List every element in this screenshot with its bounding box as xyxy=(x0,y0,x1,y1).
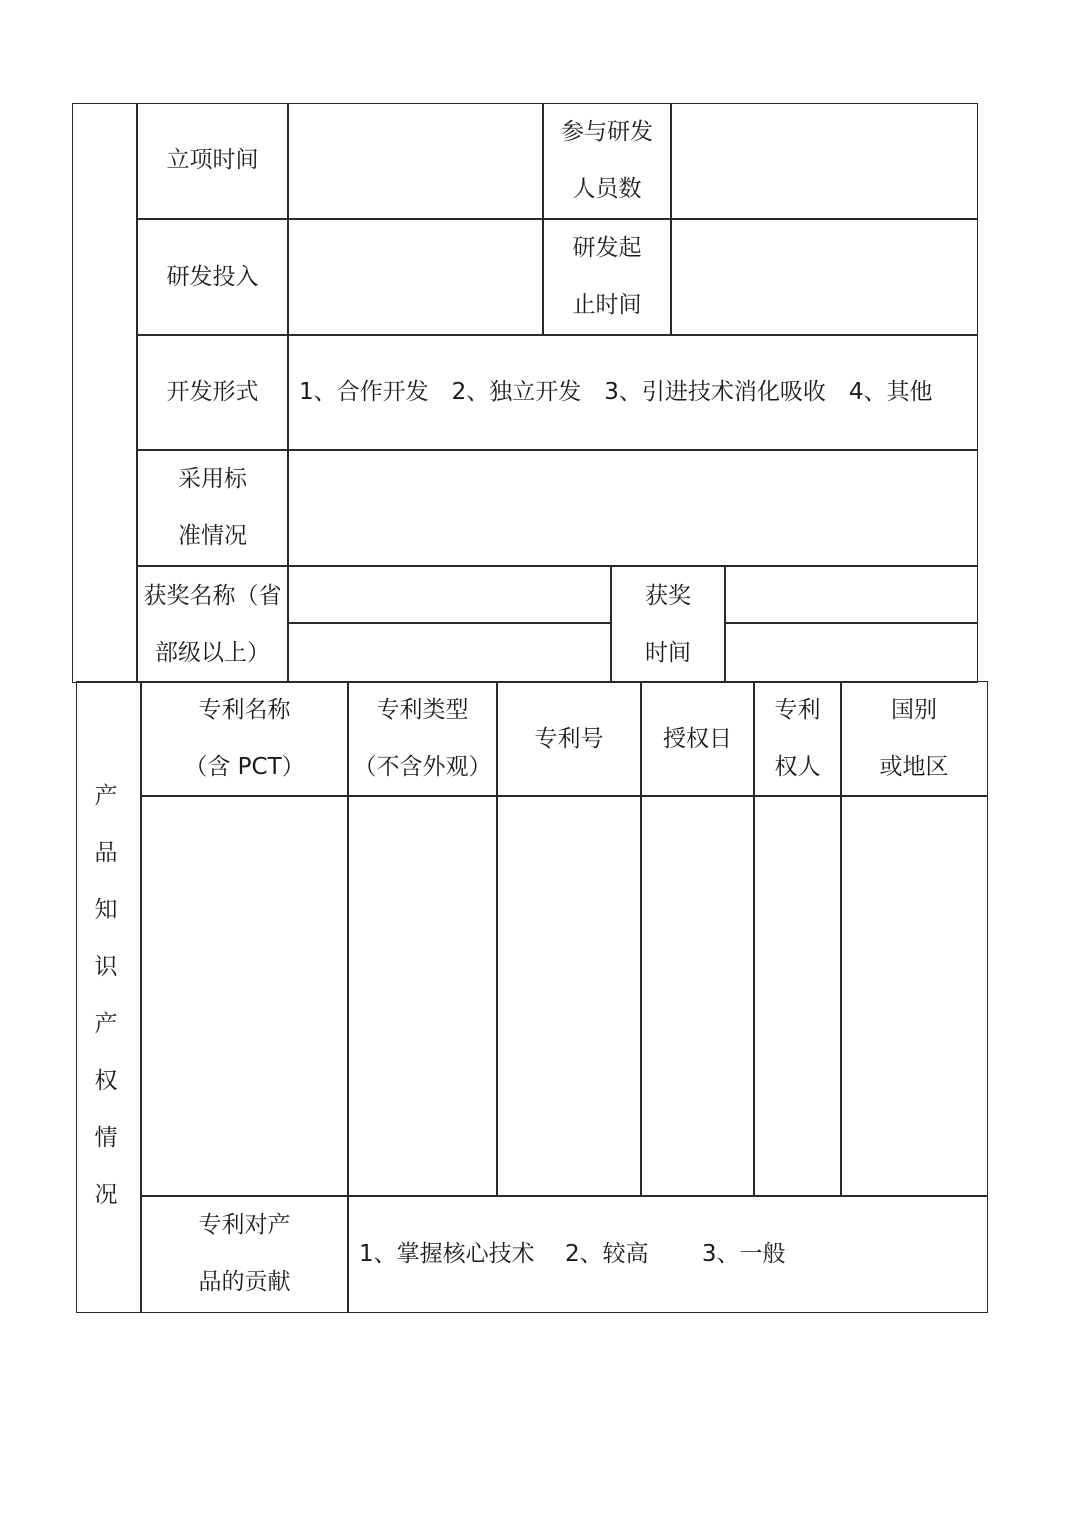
grant-date-header: 授权日 xyxy=(663,725,732,752)
dev-form-options: 1、合作开发 2、独立开发 3、引进技术消化吸收 4、其他 xyxy=(299,379,933,405)
award-name-field-2[interactable] xyxy=(289,624,610,683)
patent-type-header: 专利类型 （不含外观） xyxy=(353,697,492,780)
patent-type-field[interactable] xyxy=(349,797,496,1195)
grant-date-field[interactable] xyxy=(642,797,753,1195)
rd-period-label: 研发起 止时间 xyxy=(572,235,642,318)
country-field[interactable] xyxy=(842,797,986,1195)
project-form xyxy=(72,103,984,1312)
side-label-char: 品 xyxy=(94,840,118,866)
award-name-field-1[interactable] xyxy=(289,567,610,622)
contribution-options: 1、掌握核心技术 2、较高 3、一般 xyxy=(359,1240,786,1267)
standard-label: 采用标 准情况 xyxy=(178,466,247,549)
award-time-field-2[interactable] xyxy=(726,624,978,683)
side-label-char: 识 xyxy=(94,954,118,980)
side-label-char: 产 xyxy=(94,1011,118,1037)
side-label-char: 权 xyxy=(94,1068,118,1094)
standard-field[interactable] xyxy=(289,451,978,565)
patent-number-header: 专利号 xyxy=(534,725,604,752)
side-label-char: 知 xyxy=(94,897,118,923)
researchers-field[interactable] xyxy=(672,103,978,218)
contribution-label: 专利对产 品的贡献 xyxy=(198,1212,291,1295)
ip-section-label xyxy=(86,768,126,1224)
side-label-char: 况 xyxy=(94,1182,118,1208)
project-time-field[interactable] xyxy=(289,103,542,218)
project-time-label: 立项时间 xyxy=(166,147,259,173)
side-label-char: 产 xyxy=(94,783,118,809)
patent-name-header: 专利名称 （含 PCT） xyxy=(184,697,305,780)
rd-period-field[interactable] xyxy=(672,220,978,334)
patent-name-field[interactable] xyxy=(142,797,347,1195)
dev-form-label: 开发形式 xyxy=(166,379,259,405)
award-name-label: 获奖名称（省 部级以上） xyxy=(143,583,282,666)
rd-input-field[interactable] xyxy=(289,220,542,334)
rd-input-label: 研发投入 xyxy=(166,263,259,290)
patent-holder-field[interactable] xyxy=(755,797,840,1195)
researchers-label: 参与研发 人员数 xyxy=(561,118,653,202)
award-time-label: 获奖 时间 xyxy=(645,583,691,666)
patent-number-field[interactable] xyxy=(498,797,640,1195)
patent-holder-header: 专利 权人 xyxy=(774,697,821,780)
side-label-char: 情 xyxy=(94,1125,118,1151)
country-header: 国别 或地区 xyxy=(879,697,949,780)
award-time-field-1[interactable] xyxy=(726,567,978,622)
